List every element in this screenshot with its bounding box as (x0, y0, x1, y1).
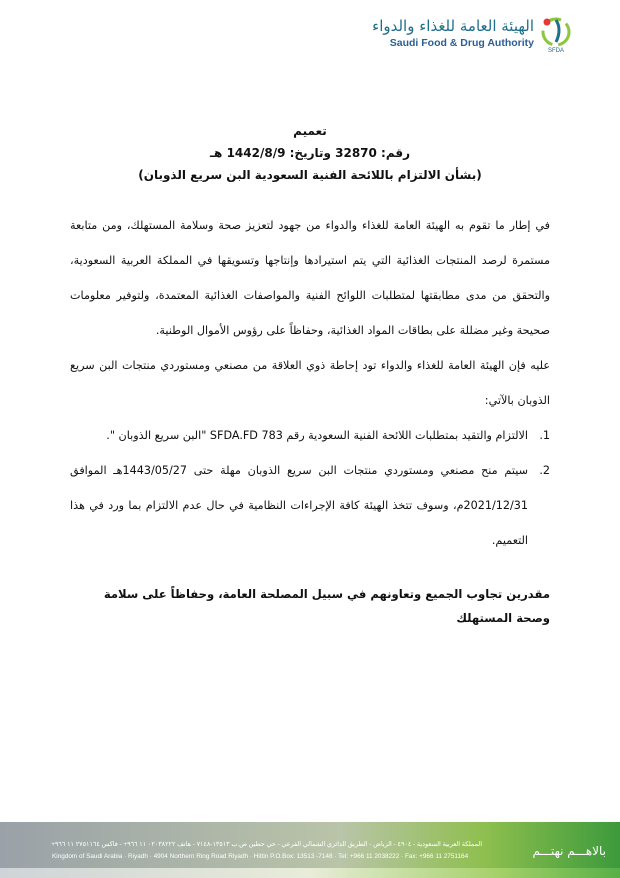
list-item (70, 418, 550, 453)
footer-address (52, 839, 482, 863)
circular-body (70, 120, 550, 630)
item-text: سيتم منح مصنعي ومستوردي منتجات البن سريع الذوبان مهلة حتى 1443/05/27هـ الموافق 2021/12/31م، وسوف تتخذ الهيئة كافة الإجراءات النظامية في حال عدم الالتزام بما ورد في هذا التعميم. (70, 464, 528, 547)
list-item (70, 453, 550, 558)
letterhead (324, 14, 574, 56)
doc-title: تعميم (293, 124, 327, 138)
lead-paragraph: عليه فإن الهيئة العامة للغذاء والدواء تود إحاطة ذوي العلاقة من مصنعي ومستوردي منتجات البن سريع الذوبان بالآتي: (70, 359, 550, 407)
intro-paragraph: في إطار ما تقوم به الهيئة العامة للغذاء والدواء من جهود لتعزيز صحة وسلامة المستهلك، ومن متابعة مستمرة لرصد المنتجات الغذائية التي يتم استيرادها وإنتاجها وتسويقها في المملكة العربية السعودية، والتحقق من مدى مطابقتها لمتطلبات اللوائح الفنية والمواصفات الغذائية المعتمدة، ولتوفير معلومات صحيحة وغير مضللة على بطاقات المواد الغذائية، وحفاظاً على رؤوس الأموال الوطنية. (70, 219, 550, 337)
logo-text (344, 16, 534, 50)
footer-stripe (0, 868, 620, 878)
requirements-list (70, 418, 550, 558)
footer-slogan: بالاهـــم نهتـــم (532, 844, 606, 858)
org-name-en: Saudi Food & Drug Authority (389, 37, 534, 49)
address-ar: المملكة العربية السعودية - ٤٩٠٤ - الرياض - الطريق الدائري الشمالي الفرعي - حي حطين ص.ب ١٣٥١٣-٧١٤٨ - هاتف ٠٢٠٣٨٢٢٢ ١١ ٩٦٦+ - فاكس ٢٧٥١١٦٤ ١١ ٩٦٦+ (51, 841, 482, 848)
item-number: 1. (539, 429, 550, 442)
closing-statement: مقدرين تجاوب الجميع وتعاونهم في سبيل المصلحة العامة، وحفاظاً على سلامة وصحة المستهلك (103, 587, 550, 625)
sfda-logo-icon (538, 14, 574, 56)
org-name-ar: الهيئة العامة للغذاء والدواء (372, 17, 534, 35)
item-number: 2. (539, 464, 550, 477)
doc-subject: (بشأن الالتزام باللائحة الفنية السعودية البن سريع الذوبان) (138, 168, 482, 182)
doc-reference: رقم: 32870 وتاريخ: 1442/8/9 هـ (209, 146, 411, 160)
title-block (70, 120, 550, 186)
footer-band (0, 822, 620, 878)
item-text: الالتزام والتقيد بمتطلبات اللائحة الفنية السعودية رقم SFDA.FD 783 "البن سريع الذوبان ". (106, 429, 528, 442)
logo-caption: SFDA (547, 48, 565, 54)
address-en: Kingdom of Saudi Arabia · Riyadh · 4904 Northern Ring Road Riyadh · Hittin P.O.Box: 13513 -7148 · Tel: +966 11 2038222 · Fax: +966 11 2751164 (52, 853, 469, 860)
